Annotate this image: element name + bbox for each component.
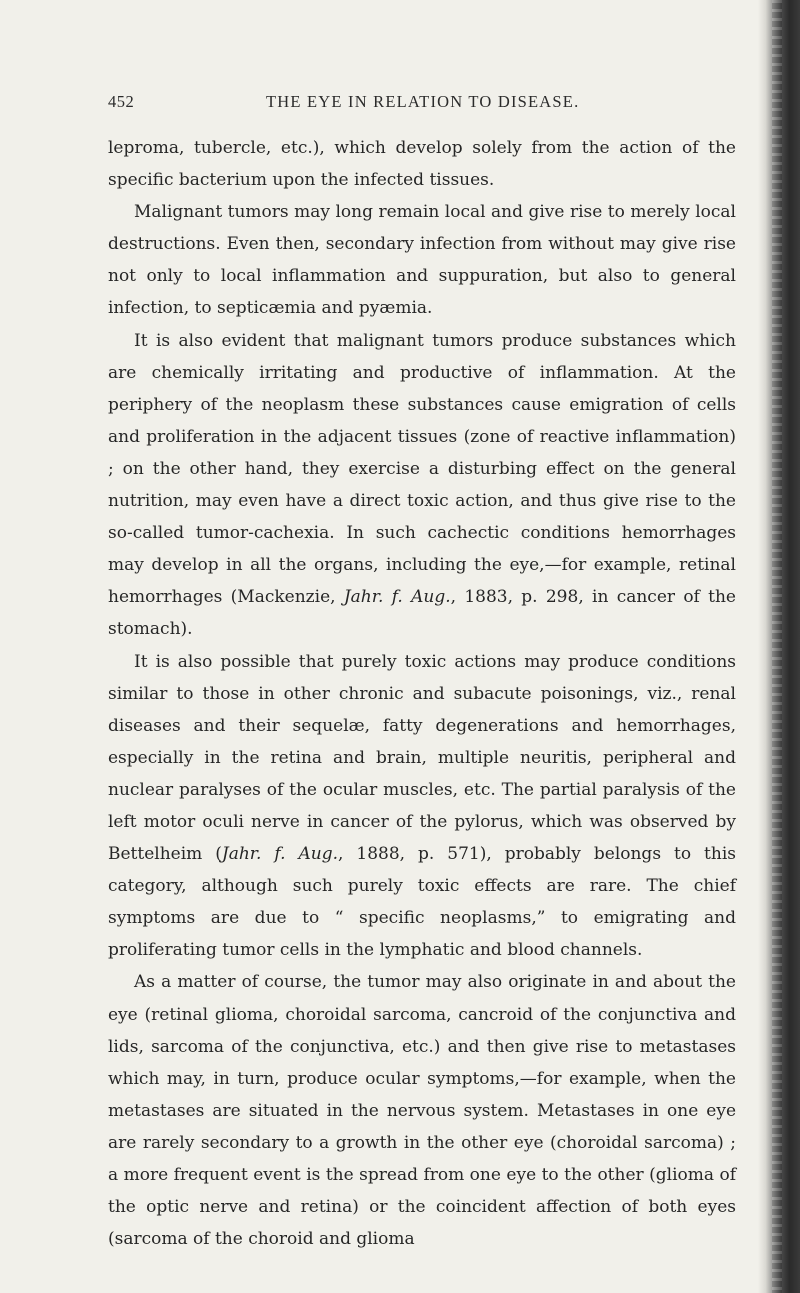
running-title: THE EYE IN RELATION TO DISEASE. <box>266 92 580 111</box>
paragraph-3 <box>108 325 736 646</box>
paragraph-3-part-1: It is also evident that malignant tumors produce substances which are chemically irritating and productive of inflammation. At the periphery of the neoplasm these substances cause emigration of cells and proliferation in the adjacent tissues (zone of reactive inflammation) ; on the other hand, they exercise a disturbing effect on the general nutrition, may even have a direct toxic action, and thus give rise to the so-called tumor-cachexia. In such cachectic conditions hemorrhages may develop in all the organs, including the eye,—for example, retinal hemorrhages (Mackenzie, <box>108 330 736 608</box>
page-number: 452 <box>108 92 135 111</box>
paragraph-4-part-1: It is also possible that purely toxic actions may produce conditions similar to those in other chronic and subacute poisonings, viz., renal diseases and their sequelæ, fatty degenerations and hemorrhages, especially in the retina and brain, multiple neuritis, peripheral and nuclear paralyses of the ocular muscles, etc. The partial paralysis of the left motor oculi nerve in cancer of the pylorus, which was observed by Bettelheim ( <box>108 651 736 865</box>
paragraph-1-text: leproma, tubercle, etc.), which develop solely from the action of the specific bacterium upon the infected tissues. <box>108 138 736 191</box>
paragraph-4 <box>108 646 736 967</box>
citation-journal: Jahr. f. Aug. <box>221 844 338 865</box>
paragraph-1 <box>108 132 736 196</box>
paragraph-5 <box>108 966 736 1255</box>
citation-journal: Jahr. f. Aug. <box>343 587 451 608</box>
paragraph-3-part-3: , 1883, p. 298, in cancer of the stomach). <box>108 587 736 640</box>
paragraph-2 <box>108 196 736 324</box>
running-head <box>108 92 736 116</box>
body-text <box>108 132 736 1255</box>
paragraph-4-part-3: , 1888, p. 571), probably belongs to this category, although such purely toxic effects are rare. The chief symptoms are due to “ specific neoplasms,” to emigrating and proliferating tumor cells in the lymphatic and blood channels. <box>108 844 736 961</box>
book-binding-edge <box>758 0 800 1293</box>
paragraph-5-text: As a matter of course, the tumor may also originate in and about the eye (retinal glioma, choroidal sarcoma, cancroid of the conjunctiva and lids, sarcoma of the conjunctiva, etc.) and then give rise to metastases which may, in turn, produce ocular symptoms,—for example, when the metastases are situated in the nervous system. Metastases in one eye are rarely secondary to a growth in the other eye (choroidal sarcoma) ; a more frequent event is the spread from one eye to the other (glioma of the optic nerve and retina) or the coincident affection of both eyes (sarcoma of the choroid and glioma <box>108 972 736 1250</box>
paragraph-2-text: Malignant tumors may long remain local and give rise to merely local destructions. Even then, secondary infection from without may give rise not only to local inflammation and suppuration, but also to general infection, to septicæmia and pyæmia. <box>108 202 736 319</box>
